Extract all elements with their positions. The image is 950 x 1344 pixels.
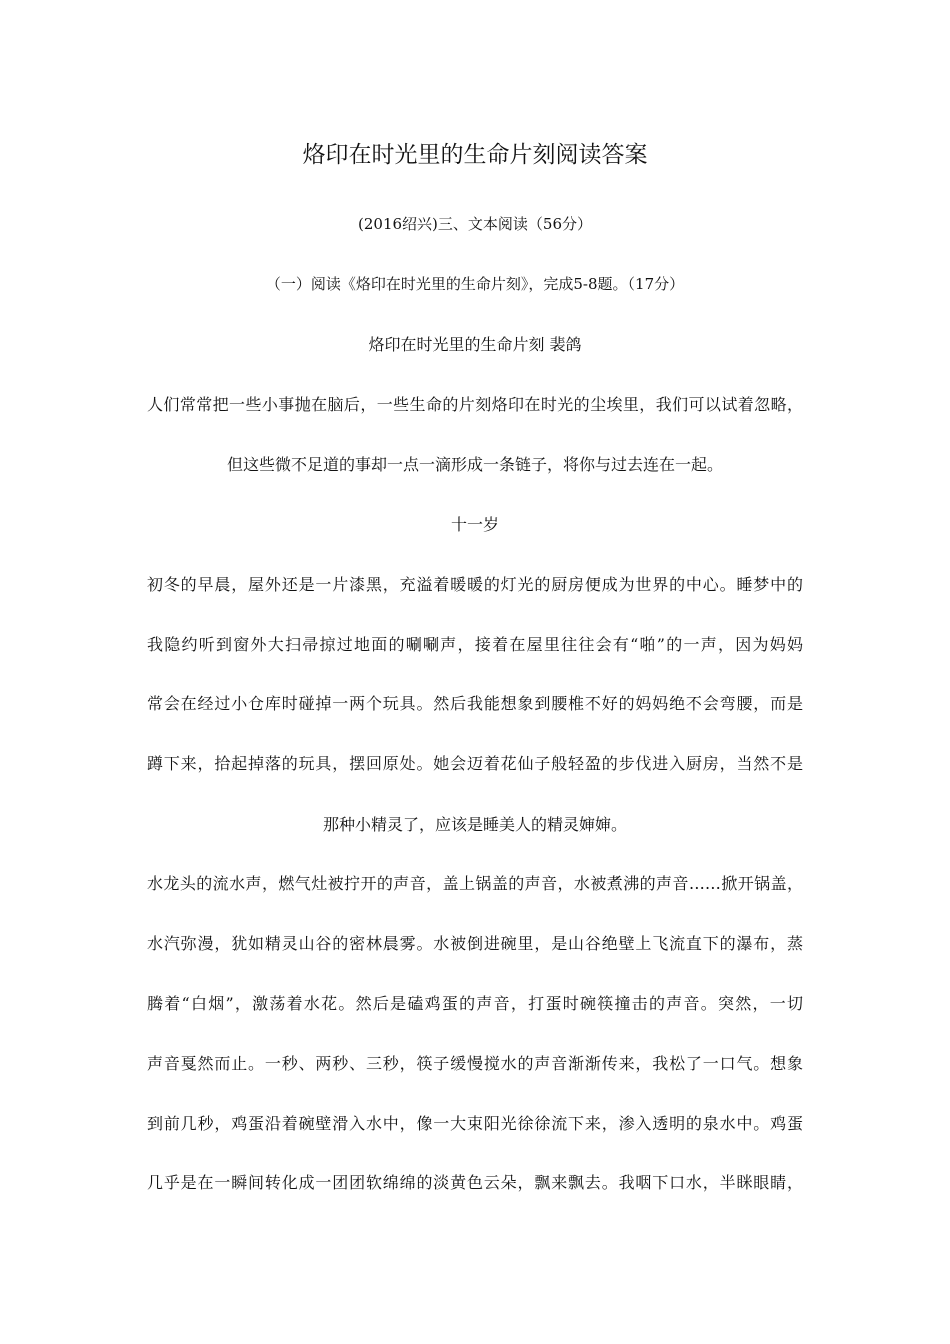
paragraph-line: 那种小精灵了，应该是睡美人的精灵婶婶。 — [322, 815, 627, 834]
paragraph-line: 蹲下来，拾起掉落的玩具，摆回原处。她会迈着花仙子般轻盈的步伐进入厨房，当然不是 — [147, 754, 803, 773]
paragraph-line: 几乎是在一瞬间转化成一团团软绵绵的淡黄色云朵，飘来飘去。我咽下口水，半眯眼睛， — [147, 1173, 803, 1192]
paragraph-line: 腾着“白烟”，激荡着水花。然后是磕鸡蛋的声音，打蛋时碗筷撞击的声音。突然，一切 — [147, 994, 803, 1013]
source-line: (2016绍兴)三、文本阅读（56分） — [358, 215, 592, 233]
section-heading: 十一岁 — [450, 515, 499, 534]
paragraph-line: 我隐约听到窗外大扫帚掠过地面的唰唰声，接着在屋里往往会有“啪”的一声，因为妈妈 — [147, 635, 803, 654]
essay-heading: 烙印在时光里的生命片刻 裴鸽 — [368, 335, 582, 354]
task-line: （一）阅读《烙印在时光里的生命片刻》，完成5-8题。（17分） — [265, 275, 685, 293]
paragraph-line: 水龙头的流水声，燃气灶被拧开的声音，盖上锅盖的声音，水被煮沸的声音……掀开锅盖， — [147, 874, 803, 893]
paragraph-line: 声音戛然而止。一秒、两秒、三秒，筷子缓慢搅水的声音渐渐传来，我松了一口气。想象 — [147, 1054, 803, 1073]
paragraph-line: 常会在经过小仓库时碰掉一两个玩具。然后我能想象到腰椎不好的妈妈绝不会弯腰，而是 — [147, 694, 803, 713]
paragraph-line: 到前几秒，鸡蛋沿着碗壁滑入水中，像一大束阳光徐徐流下来，渗入透明的泉水中。鸡蛋 — [147, 1114, 803, 1133]
paragraph-line: 水汽弥漫，犹如精灵山谷的密林晨雾。水被倒进碗里，是山谷绝壁上飞流直下的瀑布，蒸 — [147, 934, 803, 953]
document-title: 烙印在时光里的生命片刻阅读答案 — [302, 142, 648, 168]
paragraph-line: 初冬的早晨，屋外还是一片漆黑，充溢着暖暖的灯光的厨房便成为世界的中心。睡梦中的 — [147, 575, 803, 594]
intro-line: 人们常常把一些小事抛在脑后，一些生命的片刻烙印在时光的尘埃里，我们可以试着忽略， — [147, 395, 803, 414]
intro-line: 但这些微不足道的事却一点一滴形成一条链子，将你与过去连在一起。 — [226, 455, 723, 474]
